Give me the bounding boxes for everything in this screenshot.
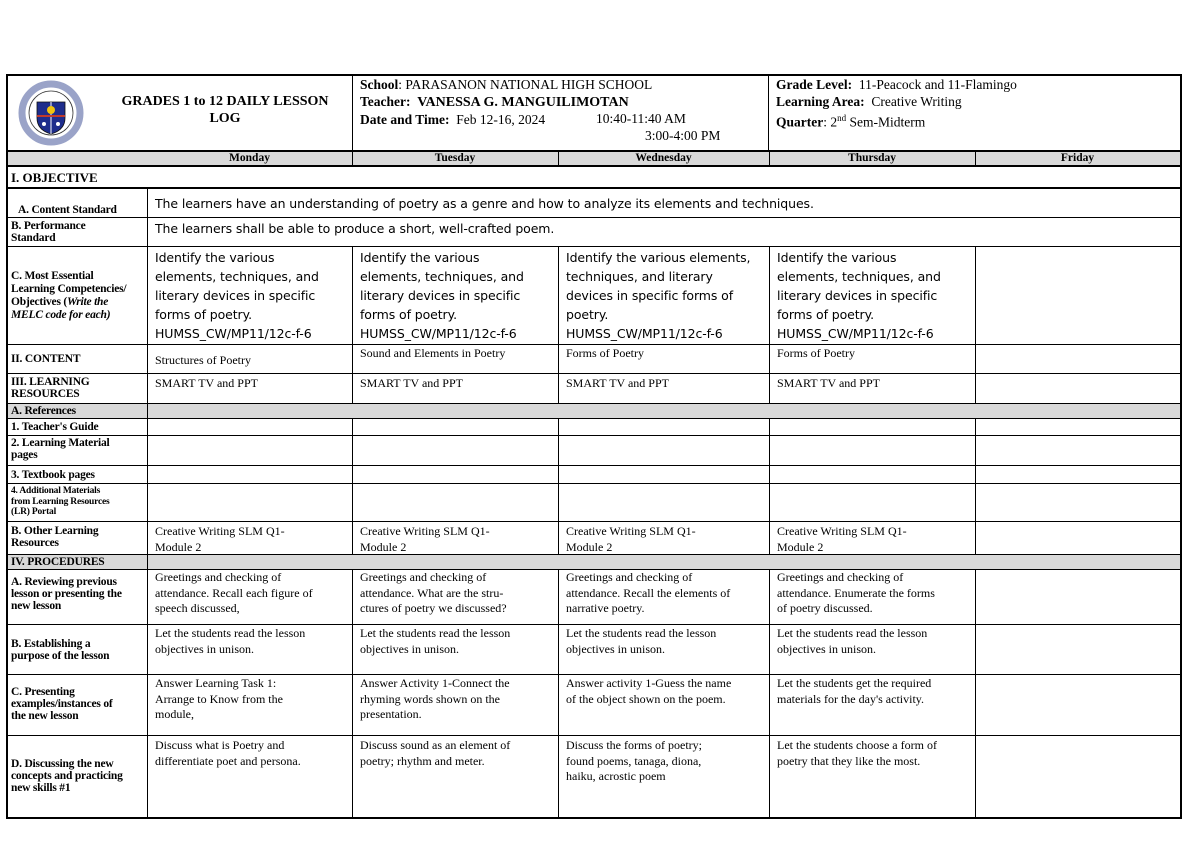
melc-label-1: C. Most Essential (11, 270, 94, 282)
review-wed (566, 570, 730, 617)
perf-label-1: B. Performance (11, 220, 86, 232)
text-line: materials for the day's activity. (777, 691, 924, 706)
review-tue (360, 570, 507, 617)
content-label: II. CONTENT (11, 353, 81, 365)
melc-line: literary devices in specific (360, 288, 521, 303)
lm-pages-label-2: pages (11, 449, 38, 461)
melc-label (11, 270, 126, 322)
presenting-label-3: the new lesson (11, 710, 79, 722)
references-label: A. References (11, 405, 76, 417)
purpose-mon (155, 626, 305, 657)
additional-label-1: 4. Additional Materials (11, 486, 101, 496)
melc-line: forms of poetry. (360, 307, 457, 322)
performance-standard-label (11, 220, 85, 244)
presenting-label-1: C. Presenting (11, 686, 75, 698)
text-line: Discuss the forms of poetry; (566, 738, 702, 752)
text-line: poetry that they like the most. (777, 753, 921, 768)
page-title (100, 93, 350, 127)
quarter-rest: Sem-Midterm (846, 114, 926, 130)
text-line: Module 2 (777, 539, 824, 554)
day-friday: Friday (1060, 152, 1095, 164)
text-line: Creative Writing SLM Q1- (777, 524, 907, 538)
discussing-label-2: concepts and practicing (11, 770, 123, 782)
text-line: attendance. Recall each figure of (155, 585, 313, 600)
review-label-1: A. Reviewing previous (11, 576, 117, 588)
purpose-thu (777, 626, 927, 657)
resources-mon: SMART TV and PPT (155, 376, 258, 390)
title-line-2: LOG (209, 111, 241, 126)
text-line: Module 2 (566, 539, 613, 554)
melc-label-4: MELC code for each) (11, 309, 111, 321)
text-line: objectives in unison. (155, 641, 254, 656)
discussing-thu (777, 738, 937, 769)
text-line: Creative Writing SLM Q1- (155, 524, 285, 538)
content-wed: Forms of Poetry (566, 346, 644, 360)
discussing-tue (360, 738, 510, 769)
discussing-label (11, 758, 123, 794)
melc-line: forms of poetry. (155, 307, 252, 322)
quarter-sup: nd (837, 113, 847, 123)
melc-line: techniques, and literary (566, 269, 713, 284)
text-line: Answer Activity 1-Connect the (360, 676, 510, 690)
melc-mon (155, 248, 319, 343)
text-line: attendance. What are the stru- (360, 585, 504, 600)
text-line: Let the students choose a form of (777, 738, 937, 752)
presenting-tue (360, 676, 510, 723)
text-line: rhyming words shown on the (360, 691, 500, 706)
melc-line: Identify the various (360, 250, 480, 265)
melc-code: HUMSS_CW/MP11/12c-f-6 (155, 326, 312, 341)
day-tuesday: Tuesday (434, 152, 476, 164)
text-line: found poems, tanaga, diona, (566, 753, 702, 768)
text-line: presentation. (360, 707, 422, 721)
teacher-value: VANESSA G. MANGUILIMOTAN (417, 95, 629, 110)
perf-label-2: Standard (11, 232, 56, 244)
melc-code: HUMSS_CW/MP11/12c-f-6 (360, 326, 517, 341)
other-label-2: Resources (11, 537, 59, 549)
discussing-mon (155, 738, 301, 769)
title-line-1: GRADES 1 to 12 DAILY LESSON (121, 94, 329, 109)
text-line: module, (155, 707, 194, 721)
other-label-1: B. Other Learning (11, 525, 99, 537)
lm-pages-label-1: 2. Learning Material (11, 437, 110, 449)
day-wednesday: Wednesday (635, 152, 692, 164)
melc-line: Identify the various (777, 250, 897, 265)
text-line: objectives in unison. (360, 641, 459, 656)
melc-label-3-italic: Write the (67, 296, 109, 308)
text-line: Let the students read the lesson (155, 626, 306, 640)
content-standard-label: A. Content Standard (18, 204, 117, 216)
quarter-label: Quarter (776, 114, 824, 130)
purpose-tue (360, 626, 510, 657)
area-value: Creative Writing (871, 94, 962, 109)
presenting-thu (777, 676, 931, 707)
text-line: Creative Writing SLM Q1- (566, 524, 696, 538)
melc-line: Identify the various (155, 250, 275, 265)
melc-line: literary devices in specific (777, 288, 938, 303)
time-slot-1: 10:40-11:40 AM (596, 111, 686, 126)
additional-label-2: from Learning Resources (11, 496, 110, 507)
text-line: attendance. Enumerate the forms (777, 585, 935, 600)
text-line: differentiate poet and persona. (155, 753, 301, 768)
melc-line: poetry. (566, 307, 609, 322)
melc-line: elements, techniques, and (155, 269, 319, 284)
text-line: objectives in unison. (566, 641, 665, 656)
procedures-label: IV. PROCEDURES (11, 556, 105, 568)
text-line: Let the students get the required (777, 676, 932, 690)
resources-label-2: RESOURCES (11, 388, 80, 400)
melc-line: elements, techniques, and (777, 269, 941, 284)
text-line: objectives in unison. (777, 641, 876, 656)
content-standard-text: The learners have an understanding of poetry as a genre and how to analyze its elements and techniques. (155, 196, 814, 211)
resources-label (11, 376, 90, 400)
melc-tue (360, 248, 524, 343)
melc-line: devices in specific forms of (566, 288, 733, 303)
review-thu (777, 570, 935, 617)
discussing-label-1: D. Discussing the new (11, 758, 114, 770)
text-line: attendance. Recall the elements of (566, 585, 731, 600)
objective-section: I. OBJECTIVE (11, 170, 98, 185)
review-label-3: new lesson (11, 600, 62, 612)
school-value: : PARASANON NATIONAL HIGH SCHOOL (398, 77, 653, 92)
review-mon (155, 570, 313, 617)
teachers-guide-label: 1. Teacher's Guide (11, 421, 99, 433)
melc-wed (566, 248, 750, 343)
quarter-num: : 2 (823, 114, 838, 130)
text-line: Greetings and checking of (777, 570, 904, 584)
other-resources-wed (566, 524, 696, 555)
resources-wed: SMART TV and PPT (566, 376, 669, 390)
grade-info (776, 76, 1176, 131)
purpose-label-2: purpose of the lesson (11, 650, 110, 662)
day-thursday: Thursday (848, 152, 896, 164)
purpose-label-1: B. Establishing a (11, 638, 91, 650)
area-label: Learning Area: (776, 94, 865, 109)
other-resources-tue (360, 524, 490, 555)
text-line: Let the students read the lesson (777, 626, 928, 640)
content-mon: Structures of Poetry (155, 353, 251, 367)
other-resources-mon (155, 524, 285, 555)
purpose-wed (566, 626, 716, 657)
teacher-label: Teacher: (360, 94, 411, 109)
other-resources-thu (777, 524, 907, 555)
other-resources-label (11, 525, 98, 549)
text-line: Arrange to Know from the (155, 691, 283, 706)
text-line: Discuss what is Poetry and (155, 738, 285, 752)
school-label: School (360, 77, 399, 92)
melc-label-2: Learning Competencies/ (11, 283, 127, 295)
text-line: Greetings and checking of (566, 570, 693, 584)
melc-label-3: Objectives ( (11, 296, 68, 308)
text-line: haiku, acrostic poem (566, 769, 666, 783)
resources-label-1: III. LEARNING (11, 376, 90, 388)
text-line: poetry; rhythm and meter. (360, 753, 485, 768)
grade-label: Grade Level: (776, 77, 853, 92)
time-slot-2: 3:00-4:00 PM (645, 128, 721, 143)
text-line: Module 2 (155, 539, 202, 554)
textbook-label: 3. Textbook pages (11, 469, 95, 481)
melc-code: HUMSS_CW/MP11/12c-f-6 (777, 326, 934, 341)
melc-line: literary devices in specific (155, 288, 316, 303)
content-tue: Sound and Elements in Poetry (360, 346, 506, 360)
text-line: Greetings and checking of (360, 570, 487, 584)
text-line: Answer Learning Task 1: (155, 676, 277, 690)
datetime-label: Date and Time: (360, 112, 450, 127)
discussing-label-3: new skills #1 (11, 782, 71, 794)
text-line: of poetry discussed. (777, 601, 873, 615)
text-line: speech discussed, (155, 601, 240, 615)
school-info (360, 76, 765, 128)
text-line: Creative Writing SLM Q1- (360, 524, 490, 538)
additional-label-3: (LR) Portal (11, 507, 57, 517)
melc-code: HUMSS_CW/MP11/12c-f-6 (566, 326, 723, 341)
melc-line: Identify the various elements, (566, 250, 751, 265)
text-line: Greetings and checking of (155, 570, 282, 584)
melc-line: elements, techniques, and (360, 269, 524, 284)
text-line: Answer activity 1-Guess the name (566, 676, 732, 690)
resources-thu: SMART TV and PPT (777, 376, 880, 390)
performance-standard-text: The learners shall be able to produce a short, well-crafted poem. (155, 221, 555, 236)
day-monday: Monday (229, 152, 270, 164)
text-line: Let the students read the lesson (360, 626, 511, 640)
text-line: ctures of poetry we discussed? (360, 601, 507, 615)
deped-seal-icon (18, 80, 84, 146)
review-label (11, 576, 122, 612)
lm-pages-label (11, 437, 110, 461)
text-line: Module 2 (360, 539, 407, 554)
text-line: of the object shown on the poem. (566, 691, 726, 706)
review-label-2: lesson or presenting the (11, 588, 122, 600)
melc-line: forms of poetry. (777, 307, 874, 322)
purpose-label (11, 638, 109, 662)
presenting-label (11, 686, 113, 722)
content-thu: Forms of Poetry (777, 346, 855, 360)
text-line: narrative poetry. (566, 601, 645, 615)
melc-thu (777, 248, 941, 343)
presenting-mon (155, 676, 283, 723)
grade-value: 11-Peacock and 11-Flamingo (858, 77, 1017, 92)
resources-tue: SMART TV and PPT (360, 376, 463, 390)
presenting-label-2: examples/instances of (11, 698, 113, 710)
discussing-wed (566, 738, 702, 785)
datetime-value: Feb 12-16, 2024 (456, 112, 546, 127)
presenting-wed (566, 676, 731, 707)
additional-materials-label (11, 486, 109, 518)
text-line: Discuss sound as an element of (360, 738, 511, 752)
text-line: Let the students read the lesson (566, 626, 717, 640)
